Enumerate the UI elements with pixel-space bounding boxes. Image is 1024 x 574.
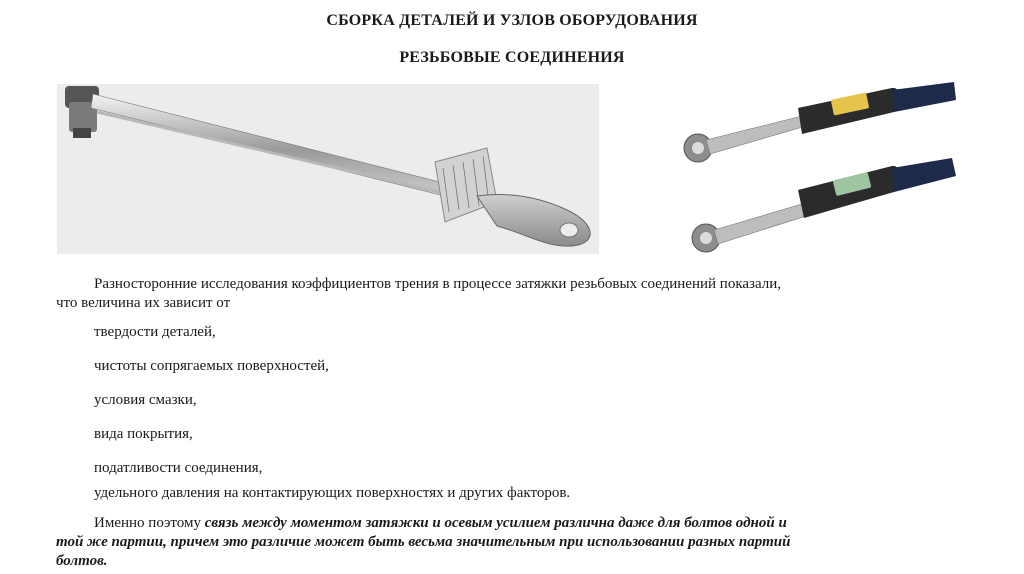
list-item: твердости деталей, <box>94 324 216 340</box>
digital-torque-wrenches-illustration <box>672 78 962 256</box>
page-subtitle: РЕЗЬБОВЫЕ СОЕДИНЕНИЯ <box>399 49 625 66</box>
beam-torque-wrench-illustration <box>57 84 599 254</box>
digital-torque-wrenches-icon <box>672 78 962 256</box>
list-item: условия смазки, <box>94 392 197 408</box>
conclusion-line-1 <box>56 514 886 533</box>
intro-line-2: что величина их зависит от <box>56 295 231 311</box>
beam-torque-wrench-icon <box>57 84 599 254</box>
list-item: вида покрытия, <box>94 426 193 442</box>
page-title: СБОРКА ДЕТАЛЕЙ И УЗЛОВ ОБОРУДОВАНИЯ <box>326 12 698 29</box>
conclusion-lead: Именно поэтому <box>94 515 205 531</box>
list-item: податливости соединения, <box>94 460 263 476</box>
intro-paragraph <box>56 275 886 313</box>
list-item: чистоты сопрягаемых поверхностей, <box>94 358 329 374</box>
intro-line-1: Разносторонние исследования коэффициентов трения в процессе затяжки резьбовых соединений показали, <box>94 276 782 292</box>
conclusion-line-3: болтов. <box>56 553 108 569</box>
conclusion-paragraph <box>56 514 886 571</box>
conclusion-emphasis: связь между моментом затяжки и осевым усилием различна даже для болтов одной и <box>204 515 787 531</box>
list-item: удельного давления на контактирующих поверхностях и других факторов. <box>94 485 571 501</box>
conclusion-line-2: той же партии, причем это различие может быть весьма значительным при использовании разных партий <box>56 534 791 550</box>
